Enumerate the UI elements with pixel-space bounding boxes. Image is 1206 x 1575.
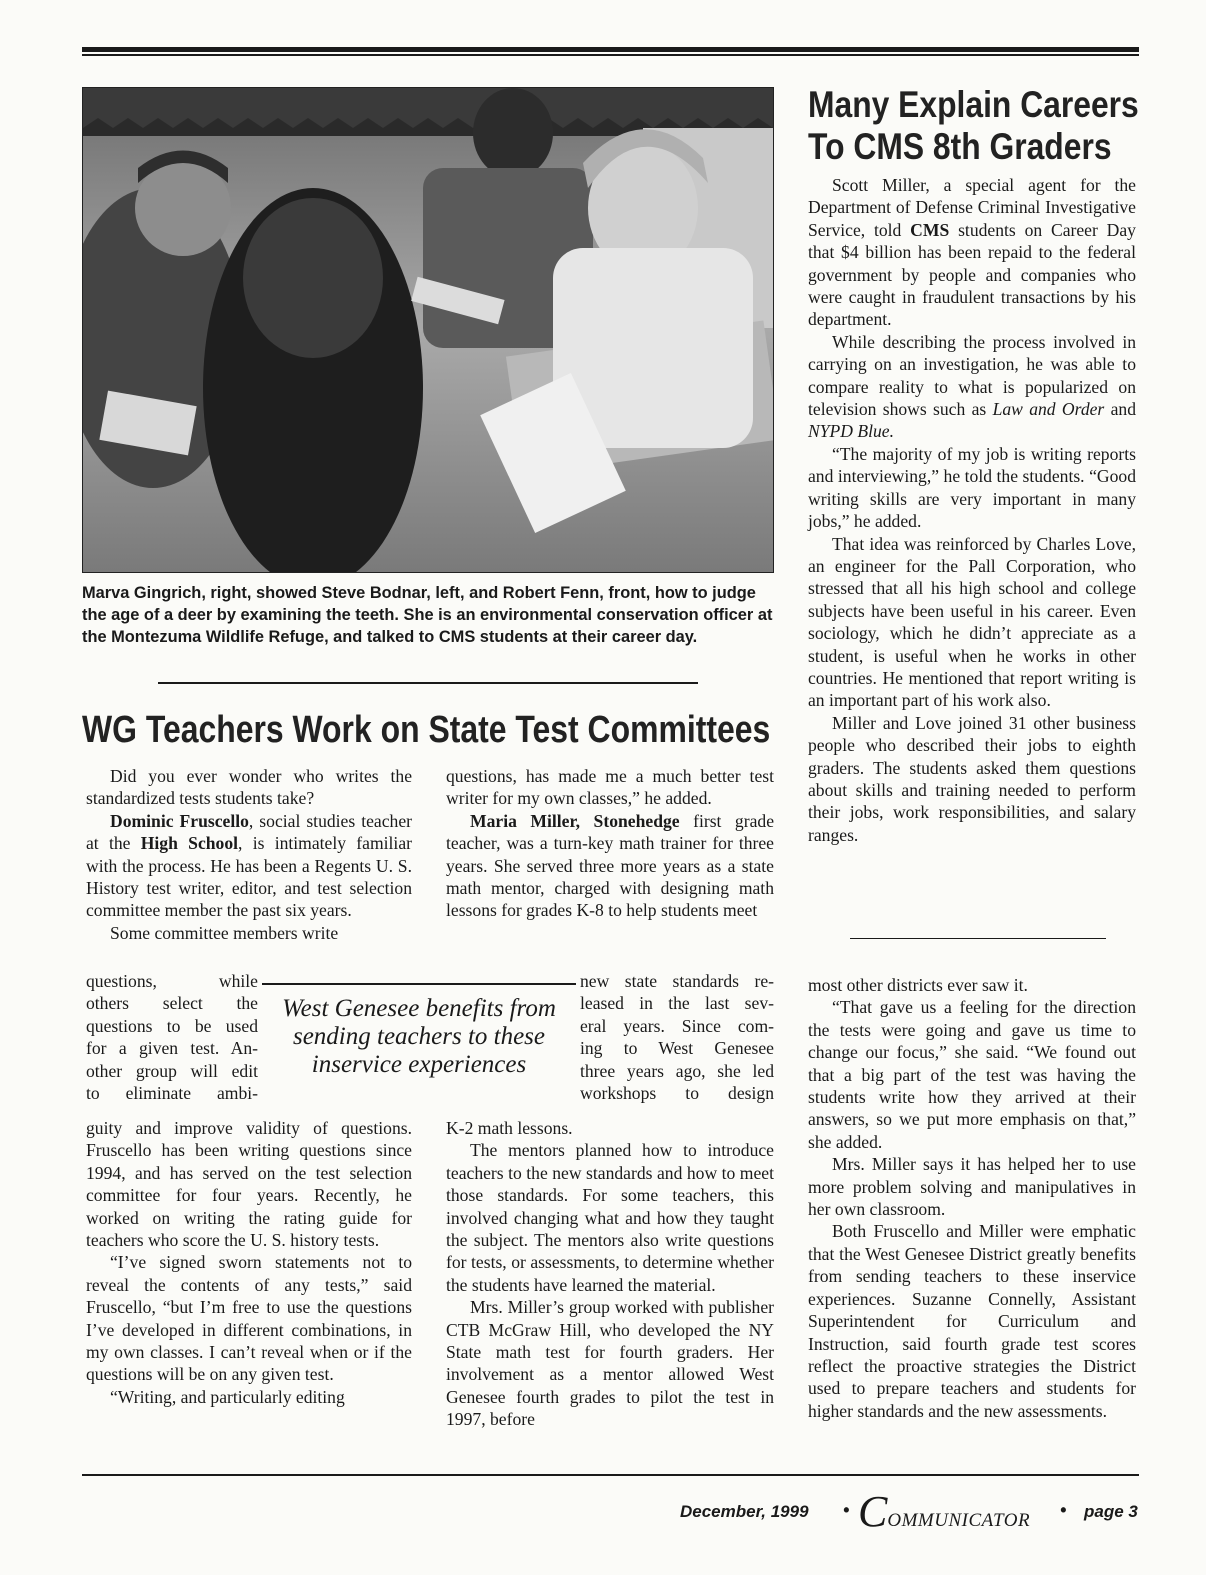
pull-quote: West Genesee benefits from sending teachers to these inservice experiences [262, 983, 576, 1093]
main-headline: WG Teachers Work on State Test Committees [82, 709, 771, 751]
main-story-col2-wrap: new state standards re- leased in the last sev- eral years. Since com- ing to West Genesee three years ago, she led workshops to design [580, 971, 774, 1104]
bullet: • [1060, 1500, 1067, 1520]
issue-date: December, 1999 [680, 1502, 809, 1521]
main-story-col3: most other districts ever saw it. “That gave us a feeling for the direction the tests were going and gave us time to change our focus,” she said. “We found out that a big part of the test was having the students write how they arrived at their answers, so we put more emphasis on that,” she added. Mrs. Miller says it has helped her to use more problem solving and manipulatives in her own classroom. Both Fruscello and Miller were emphatic that the West Genesee District greatly benefits from sending teachers to these inservice experiences. Suzanne Connelly, Assistant Superintendent for Curriculum and Instruction, said fourth grade test scores reflect the proactive strategies the District used to prepare teachers and students for higher standards and the new assessments. [808, 975, 1136, 1421]
divider [158, 682, 698, 684]
main-story-col1-top: Did you ever wonder who writes the standardized tests students take? Dominic Fruscello, social studies teacher at the High School, is intimately familiar with the process. He has been a Regents U. S. History test writer, editor, and test selection committee member the past six years. Some committee members write [86, 766, 412, 943]
main-story-col1-wrap: questions, while others select the questions to be used for a given test. An- other group will edit to eliminate ambi- [86, 971, 258, 1104]
footer-rule [82, 1474, 1139, 1476]
newsletter-logo: COMMUNICATOR [858, 1487, 1031, 1536]
masthead-rule [82, 47, 1139, 56]
main-story-col2-bottom: K-2 math lessons. The mentors planned how to introduce teachers to the new standards and how to meet those standards. For some teachers, this involved changing what and how they taught the subject. The mentors also write questions for tests, or assessments, to determine whether the students have learned the material. Mrs. Miller’s group worked with publisher CTB McGraw Hill, who developed the NY State math test for fourth graders. Her involvement as a mentor allowed West Genesee fourth grades to pilot the test in 1997, before [446, 1118, 774, 1430]
main-story-col2-top: questions, has made me a much better test writer for my own classes,” he added. Maria Miller, Stonehedge first grade teacher, was a turn-key math trainer for three years. She served three more years as a state math mentor, charged with designing math lessons for grades K-8 to help students meet [446, 766, 774, 921]
main-story-col1-bottom: guity and improve validity of questions. Fruscello has been writing questions since 1994, and has served on the test selection committee for four years. Recently, he worked on writing the rating guide for teachers who score the U. S. history tests. “I’ve signed sworn statements not to reveal the contents of any tests,” said Fruscello, “but I’m free to use the questions I’ve developed in different combinations, in my own classes. I can’t reveal when or if the questions will be on any given test. “Writing, and particularly editing [86, 1118, 412, 1407]
page-number: page 3 [1084, 1502, 1138, 1521]
photo-caption: Marva Gingrich, right, showed Steve Bodnar, left, and Robert Fenn, front, how to judge the age of a deer by examining the teeth. She is an environmental conservation officer at the Montezuma Wildlife Refuge, and talked to CMS students at their career day. [82, 584, 773, 646]
careers-story-body: Scott Miller, a special agent for the Department of Defense Criminal Investigative Service, told CMS students on Career Day that $4 billion has been repaid to the federal government by people and companies who were caught in fraudulent transactions by his department. While describing the process involved in carrying on an investigation, he was able to compare reality to what is popularized on television shows such as Law and Order and NYPD Blue. “The majority of my job is writing reports and interviewing,” he told the students. “Good writing skills are very important in many jobs,” he added. That idea was reinforced by Charles Love, an engineer for the Pall Corporation, who stressed that all his high school and college subjects have been useful in his career. Even sociology, which he didn’t appreciate as a student, is useful when he works in other countries. He mentioned that report writing is an important part of his work also. Miller and Love joined 31 other business people who described their jobs to eighth graders. The students asked them questions about skills and training needed to perform their jobs, work responsibilities, and salary ranges. [808, 175, 1136, 845]
careers-headline: Many Explain Careers To CMS 8th Graders [808, 84, 1139, 167]
page-footer [640, 1486, 1140, 1536]
bullet: • [843, 1500, 850, 1520]
classroom-photo [82, 87, 774, 573]
divider [850, 938, 1106, 939]
